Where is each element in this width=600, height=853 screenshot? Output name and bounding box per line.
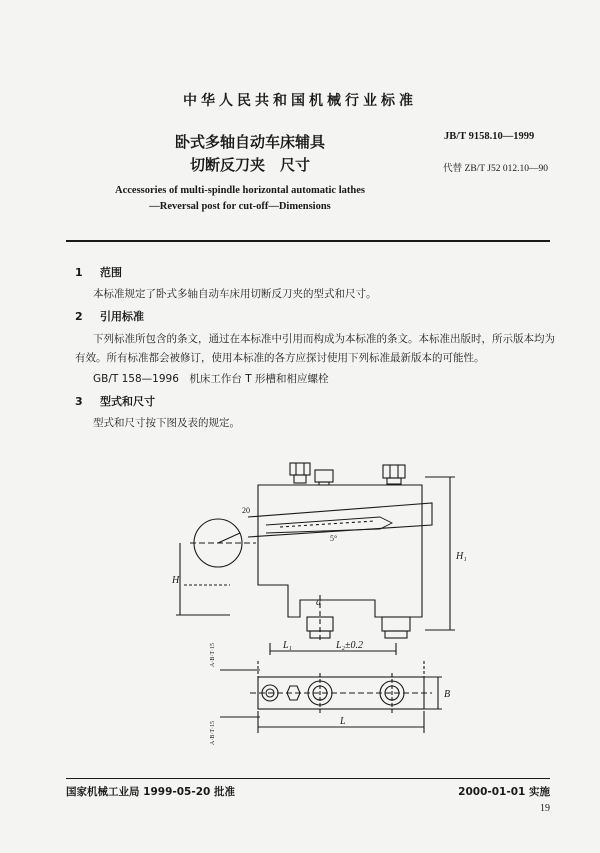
title-en-line2: —Reversal post for cut-off—Dimensions — [149, 201, 331, 212]
replaces-standard: 代替 ZB/T J52 012.10—90 — [443, 164, 548, 174]
issuing-org-heading: 中华人民共和国机械行业标准 — [183, 93, 417, 109]
section-1-heading — [75, 264, 122, 280]
section-number: 1 — [75, 266, 83, 279]
section-2-heading — [75, 308, 144, 324]
angle-5-label: 5° — [330, 534, 338, 543]
section-title: 引用标准 — [100, 310, 144, 323]
section-title: 范围 — [100, 266, 122, 279]
dim-a-label: a — [316, 597, 321, 608]
angle-20-label: 20 — [242, 506, 250, 515]
header-rule — [66, 240, 550, 242]
side-note-bottom: A·B·T·15 — [210, 721, 216, 745]
dim-L-label: L — [340, 716, 346, 727]
dim-H-label: H — [172, 575, 180, 586]
issuer-approval: 国家机械工业局 1999-05-20 批准 — [66, 786, 235, 798]
reversal-post-drawing — [170, 455, 480, 745]
top-nut-right — [383, 465, 405, 484]
section-2-reference: GB/T 158—1996 机床工作台 T 形槽和相应螺栓 — [93, 373, 329, 385]
standard-code: JB/T 9158.10—1999 — [444, 131, 535, 142]
body-outline — [258, 485, 422, 617]
bottom-key-right — [382, 617, 410, 631]
side-note-top: A·B·T·15 — [210, 643, 216, 667]
section-number: 2 — [75, 310, 83, 323]
dim-L2-label: L₂±0.2 — [336, 640, 364, 651]
dim-H1-label: H₁ — [456, 551, 467, 562]
section-2-body: 下列标准所包含的条文，通过在本标准中引用而构成为本标准的条文。本标准出版时，所示版本均为有效。所有标准都会被修订，使用本标准的各方应探讨使用下列标准最新版本的可能性。 — [75, 333, 555, 364]
dim-L1-label: L₁ — [283, 640, 293, 651]
section-title: 型式和尺寸 — [100, 395, 155, 408]
title-en-line1: Accessories of multi-spindle horizontal automatic lathes — [115, 185, 365, 196]
title-zh-line2: 切断反刀夹 尺寸 — [189, 156, 310, 174]
section-number: 3 — [75, 395, 83, 408]
section-3-body: 型式和尺寸按下图及表的规定。 — [93, 417, 240, 429]
footer-rule — [66, 778, 550, 779]
title-zh-line1: 卧式多轴自动车床辅具 — [174, 133, 325, 151]
dim-B-label: B — [444, 689, 451, 700]
top-nut-left — [290, 463, 310, 483]
top-nut-center — [315, 470, 333, 485]
effective-date: 2000-01-01 实施 — [458, 786, 550, 798]
section-1-body: 本标准规定了卧式多轴自动车床用切断反刀夹的型式和尺寸。 — [93, 288, 377, 300]
section-3-heading — [75, 393, 155, 409]
cut-off-tool — [248, 503, 432, 537]
page-number: 19 — [540, 803, 550, 814]
